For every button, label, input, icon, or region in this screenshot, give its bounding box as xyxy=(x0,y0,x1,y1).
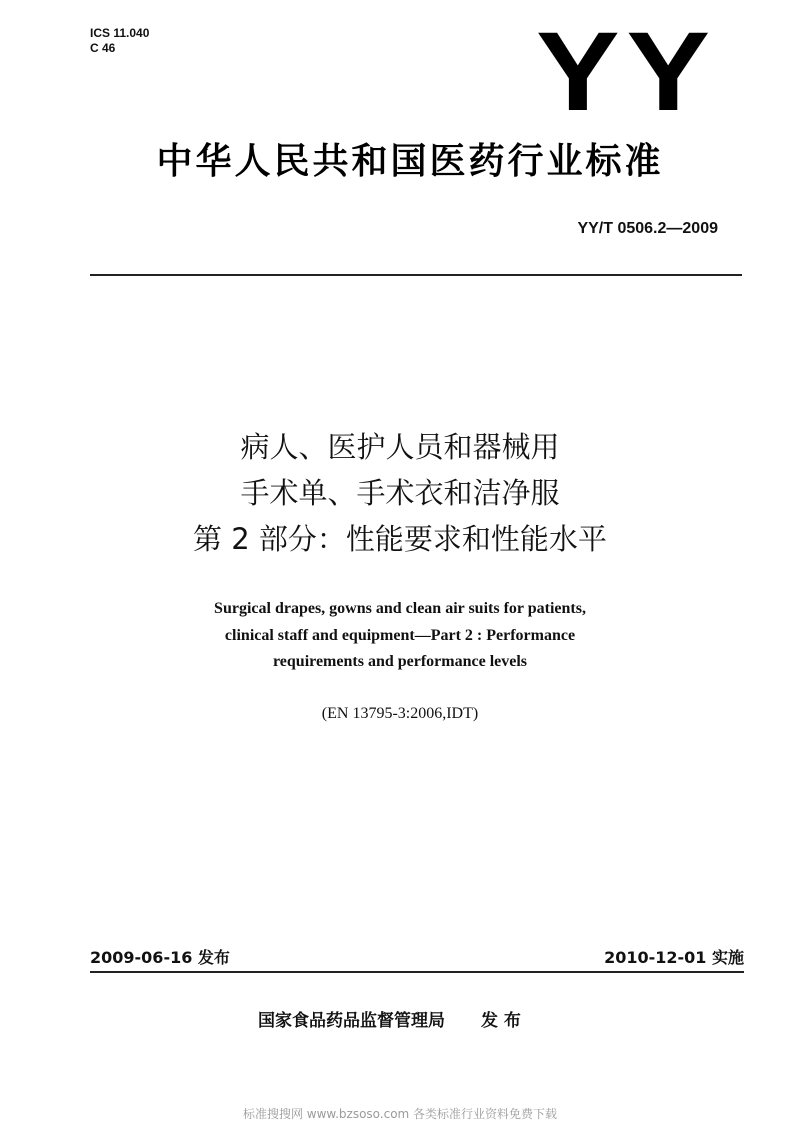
site-watermark: 标准搜搜网 www.bzsoso.com 各类标准行业资料免费下载 xyxy=(242,1107,558,1121)
classification-codes xyxy=(90,26,149,56)
ccs-code: C 46 xyxy=(90,41,116,55)
english-title xyxy=(0,596,800,676)
standard-number: YY/T 0506.2—2009 xyxy=(577,220,718,237)
english-title-line: clinical staff and equipment—Part 2 : Performance xyxy=(224,626,576,644)
ics-code: ICS 11.040 xyxy=(90,26,150,40)
yy-logo: YY xyxy=(536,9,717,134)
footer-divider xyxy=(90,971,744,973)
header-divider xyxy=(90,274,742,276)
adoption-reference: (EN 13795-3:2006,IDT) xyxy=(321,705,479,722)
standard-category-title: 中华人民共和国医药行业标准 xyxy=(156,141,664,182)
publisher-action: 发 布 xyxy=(481,1011,521,1031)
chinese-title-line: 手术单、手术衣和洁净服 xyxy=(240,476,560,510)
publisher-line xyxy=(258,1010,521,1032)
english-title-line: Surgical drapes, gowns and clean air suits for patients, xyxy=(214,600,586,617)
publisher-name: 国家食品药品监督管理局 xyxy=(258,1011,445,1031)
implementation-date: 2010-12-01 实施 xyxy=(604,948,744,967)
chinese-title-line: 第 2 部分：性能要求和性能水平 xyxy=(193,522,607,556)
issue-date: 2009-06-16 发布 xyxy=(90,948,230,967)
chinese-title-line: 病人、医护人员和器械用 xyxy=(240,430,560,464)
english-title-line: requirements and performance levels xyxy=(272,653,528,670)
chinese-title xyxy=(0,424,800,562)
